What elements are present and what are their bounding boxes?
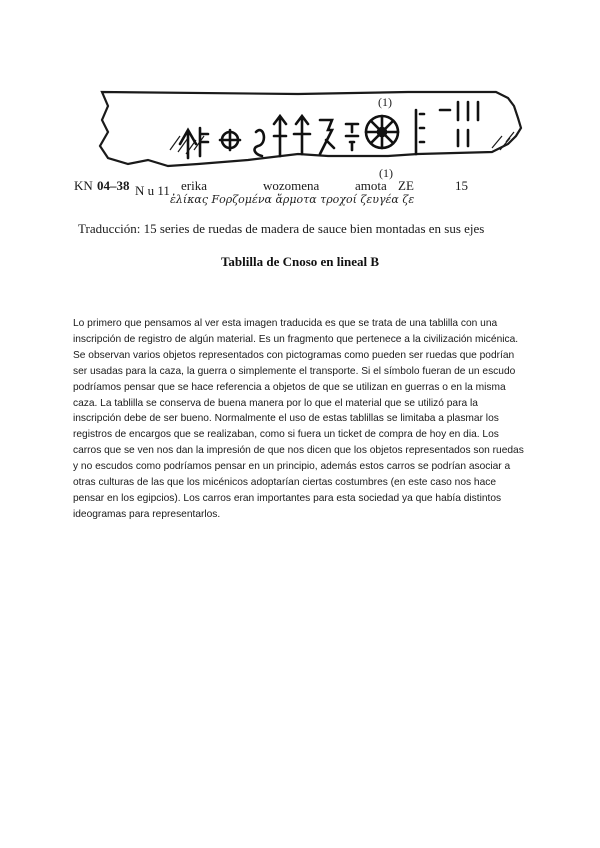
tablet-marker-lower: (1) [379,166,393,180]
translation-text: Traducción: 15 series de ruedas de madera de sauce bien montadas en sus ejes [78,221,485,236]
body-paragraph: Lo primero que pensamos al ver esta imagen traducida es que se trata de una tablilla con una inscripción de registro de algún material. Es un fragmento que pertenece a la civilización micénica. Se observan varios objetos representados con pictogramas como pueden ser ruedas que podrían ser usadas para la caza, la guerra o simplemente el transporte. Si el símbolo fueran de un escudo podríamos pensar que se hace referencia a objetos de que se utilizan en guerras o en la misma caza. La tablilla se conserva de buena manera por lo que el material que se utilizó para la inscripción debe de ser bueno. Normalmente el uso de estas tablillas se limitaba a plasmar los registros de encargos que se realizaban, como si fuera un ticket de compra de hoy en dia. Los carros que se ven nos dan la impresión de que nos dicen que los objetos representados son ruedas y no escudos como podríamos pensar en un principio, además estos carros se podrían asociar a otras culturas de las que los micénicos adoptarían ciertas costumbres (en este caso nos hace pensar en los egipcios). Los carros eran importantes para esta sociedad ya que había distintos ideogramas para representarlos. [73,318,524,520]
linear-b-tablet-drawing [88,84,528,170]
figure-caption: Tablilla de Cnoso en lineal B [220,254,380,269]
translit-reference: KN [74,178,93,193]
translit-series: N u 11 [135,183,170,198]
translit-word-amota: amota [355,178,387,193]
translit-word-erika: erika [181,178,207,193]
translit-quantity: 15 [455,178,468,193]
greek-transcription: ἐλίκας Fορζομένα ἅρμοτα τροχοί ζευγέα ζε [170,193,415,206]
translit-number: 04–38 [97,178,130,193]
linear-b-signs [180,102,478,158]
translit-ideogram: ZE [398,178,414,193]
translit-word-wozomena: wozomena [263,178,320,193]
tablet-marker-upper: (1) [378,95,392,109]
